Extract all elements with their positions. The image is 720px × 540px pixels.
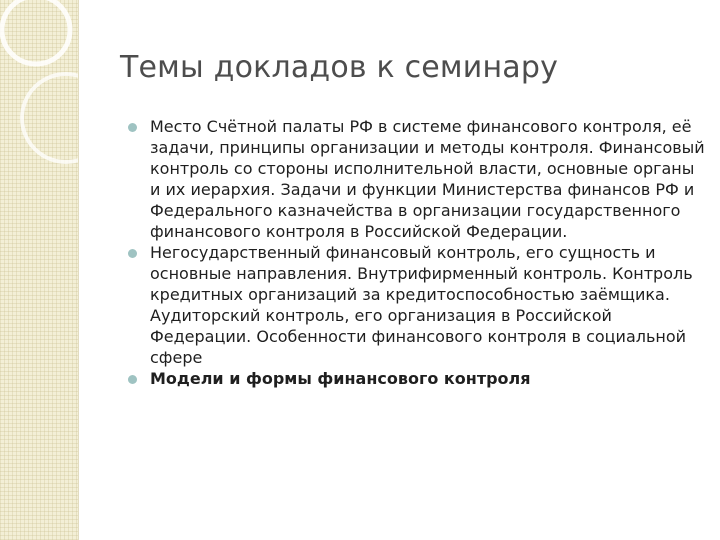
bullet-dot-icon — [128, 375, 137, 384]
bullet-text: Модели и формы финансового контроля — [150, 369, 531, 388]
bullet-dot-icon — [128, 123, 137, 132]
bullet-text: Место Счётной палаты РФ в системе финансового контроля, её задачи, принципы организации и методы контроля. Финансовый контроль со стороны исполнительной власти, основные органы и их иерархия. Задачи и функции Министерства финансов РФ и Федерального казначейства в организации государственного финансового контроля в Российской Федерации. — [150, 117, 705, 241]
bullet-item — [128, 242, 708, 368]
slide-title: Темы докладов к семинару — [120, 50, 559, 85]
bullet-list — [128, 116, 708, 389]
decorative-circles-graphic — [0, 0, 78, 540]
bullet-dot-icon — [128, 249, 137, 258]
bullet-item — [128, 368, 708, 389]
decorative-side-band — [0, 0, 79, 540]
bullet-item — [128, 116, 708, 242]
bullet-text: Негосударственный финансовый контроль, его сущность и основные направления. Внутрифирменный контроль. Контроль кредитных организаций за кредитоспособностью заёмщика. Аудиторский контроль, его организация в Российской Федерации. Особенности финансового контроля в социальной сфере — [150, 243, 693, 367]
